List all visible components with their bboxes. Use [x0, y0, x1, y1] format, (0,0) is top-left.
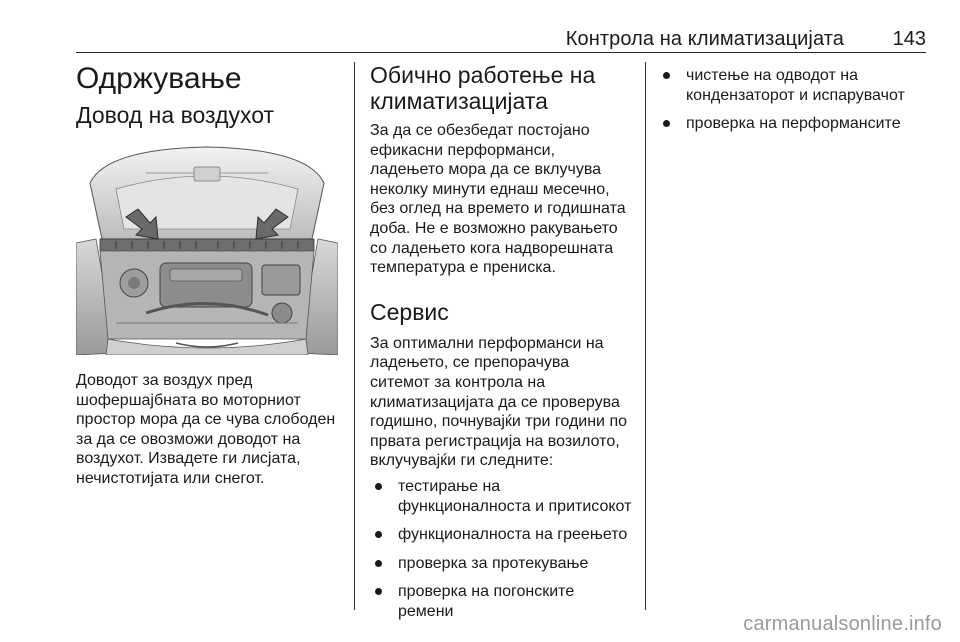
list-item-text: проверка на перформансите: [686, 115, 901, 133]
bullet-icon: [375, 588, 382, 595]
list-item: [658, 114, 928, 134]
subheading-air-intake: Довод на воздухот: [76, 102, 275, 128]
list-item: [658, 66, 928, 105]
left-column: [76, 62, 344, 489]
engine-bay-illustration: [76, 143, 338, 355]
list-item: [370, 554, 632, 574]
list-item: [370, 525, 632, 545]
list-item-text: проверка за протекување: [398, 554, 589, 572]
list-item: [370, 582, 632, 621]
subheading-service: Сервис: [370, 298, 449, 325]
column-divider-right: [645, 62, 646, 610]
bullet-icon: [663, 120, 670, 127]
bullet-icon: [375, 531, 382, 538]
list-item: [370, 477, 632, 516]
list-item-text: проверка на погонските ремени: [398, 583, 575, 620]
service-paragraph: За оптимални перформанси на ладењето, се препорачува ситемот за контрола на климатизацијата да се проверува годишно, почнувајќи три години по првата регистрација на возилото, вклучувајќи ги следните:: [370, 334, 627, 470]
subheading-regular-operation: Обично работење на климатизацијата: [370, 62, 596, 114]
section-heading-maintenance: Одржување: [76, 62, 242, 95]
air-intake-caption: Доводот за воздух пред шофершајбната во моторниот простор мора да се чува слободен за да се овозможи доводот на воздухот. Извадете ги лисјата, нечистотијата или снегот.: [76, 372, 336, 487]
list-item-text: чистење на одводот на кондензаторот и испарувачот: [686, 67, 905, 104]
right-column: [658, 62, 928, 143]
header-title: Контрола на климатизацијата: [565, 28, 844, 50]
bullet-icon: [375, 560, 382, 567]
service-checklist: [370, 477, 632, 622]
bullet-icon: [375, 483, 382, 490]
list-item-text: функционалноста на греењето: [398, 526, 628, 544]
list-item-text: тестирање на функционалноста и притисокот: [398, 477, 632, 515]
page-number: 143: [892, 28, 926, 50]
watermark: carmanualsonline.info: [743, 613, 942, 635]
bullet-icon: [663, 72, 670, 79]
page-header: [76, 28, 926, 53]
service-checklist-continued: [658, 66, 928, 134]
regular-operation-paragraph: За да се обезбедат постојано ефикасни перформанси, ладењето мора да се вклучува неколку минути еднаш месечно, без оглед на времето и годишната доба. Не е возможно ракувањето со ладењето кога надворешната температура е прениска.: [370, 122, 626, 277]
column-divider-left: [354, 62, 355, 610]
middle-column: [370, 62, 632, 630]
